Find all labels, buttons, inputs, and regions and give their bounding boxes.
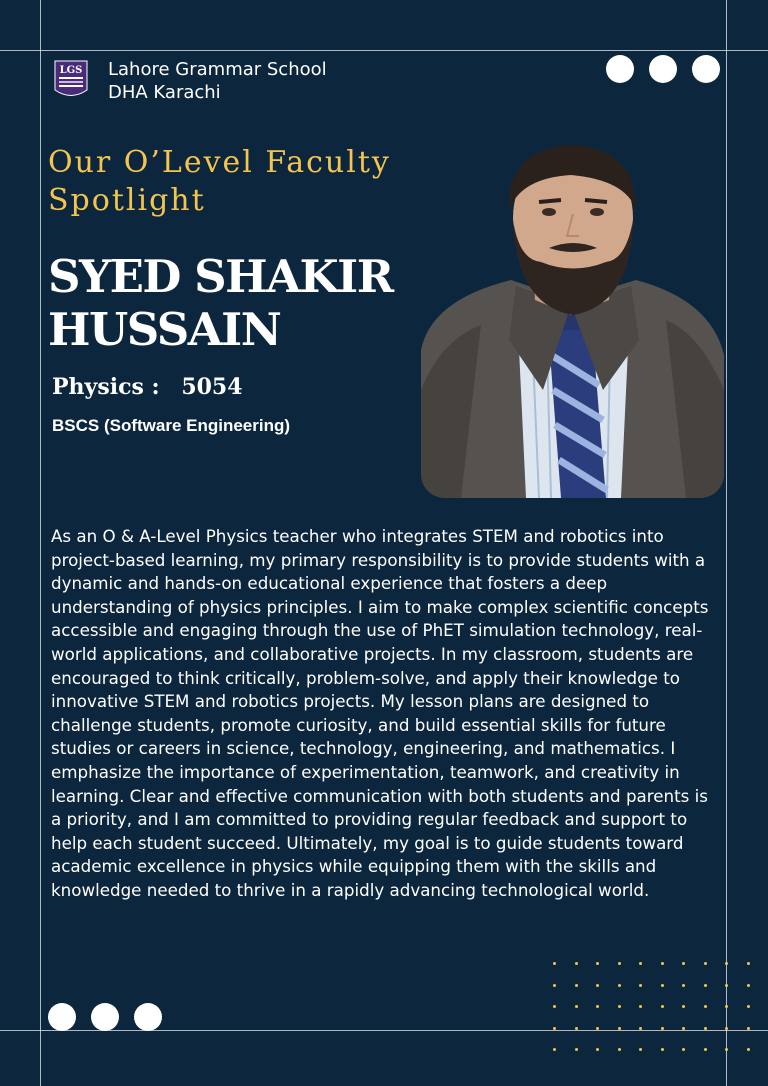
gold-dot: [639, 1005, 642, 1008]
school-campus: DHA Karachi: [108, 82, 221, 103]
white-dot: [134, 1003, 162, 1031]
gold-dot: [639, 962, 642, 965]
gold-dot: [704, 984, 707, 987]
gold-dot: [575, 1027, 578, 1030]
vertical-guide-line-left: [40, 0, 41, 1086]
school-logo: [54, 60, 88, 100]
gold-dot: [553, 1048, 556, 1051]
white-dot: [91, 1003, 119, 1031]
subject-label: Physics :: [52, 374, 160, 400]
gold-dot: [596, 1048, 599, 1051]
white-dot: [649, 55, 677, 83]
gold-dot: [704, 962, 707, 965]
teacher-photo: [421, 140, 724, 498]
gold-dot: [575, 962, 578, 965]
gold-dot: [639, 1027, 642, 1030]
gold-dot: [747, 1048, 750, 1051]
gold-dot: [704, 1027, 707, 1030]
gold-dot: [747, 1027, 750, 1030]
gold-dot: [682, 962, 685, 965]
school-name: Lahore Grammar School: [108, 59, 327, 80]
gold-dot: [553, 984, 556, 987]
gold-dot: [639, 984, 642, 987]
gold-dot: [661, 1048, 664, 1051]
gold-dot: [725, 984, 728, 987]
gold-dot: [596, 1005, 599, 1008]
teacher-degree: BSCS (Software Engineering): [52, 416, 291, 435]
subject-line: [52, 372, 243, 402]
gold-dot: [618, 962, 621, 965]
gold-dot: [725, 962, 728, 965]
subject-code: 5054: [181, 374, 243, 400]
gold-dot: [639, 1048, 642, 1051]
gold-dot: [596, 962, 599, 965]
gold-dot: [618, 1048, 621, 1051]
gold-dot: [704, 1005, 707, 1008]
gold-dot: [596, 984, 599, 987]
gold-dot: [661, 1005, 664, 1008]
gold-dot: [704, 1048, 707, 1051]
white-dot: [692, 55, 720, 83]
teacher-name: SYED SHAKIR HUSSAIN: [48, 250, 393, 356]
gold-dot: [725, 1005, 728, 1008]
horizontal-guide-line-top: [0, 50, 768, 51]
gold-dot: [661, 1027, 664, 1030]
gold-dot: [682, 984, 685, 987]
gold-dot: [575, 984, 578, 987]
gold-dot: [553, 962, 556, 965]
gold-dot: [618, 1027, 621, 1030]
gold-dot: [618, 1005, 621, 1008]
gold-dot: [682, 1048, 685, 1051]
gold-dot: [725, 1027, 728, 1030]
gold-dot: [661, 962, 664, 965]
gold-dot: [575, 1005, 578, 1008]
gold-dot: [553, 1027, 556, 1030]
gold-dot: [747, 1005, 750, 1008]
gold-dot-pattern: [553, 962, 763, 1070]
gold-dot: [747, 962, 750, 965]
gold-dot: [596, 1027, 599, 1030]
decorative-dots-top: [606, 55, 720, 83]
gold-dot: [618, 984, 621, 987]
gold-dot: [725, 1048, 728, 1051]
vertical-guide-line-right: [726, 0, 727, 1086]
white-dot: [606, 55, 634, 83]
gold-dot: [682, 1005, 685, 1008]
decorative-dots-bottom: [48, 1003, 162, 1031]
spotlight-heading: Our O’Level Faculty Spotlight: [48, 145, 391, 218]
school-info: [108, 58, 327, 104]
teacher-bio: As an O & A-Level Physics teacher who integrates STEM and robotics into project-based learning, my primary responsibility is to provide students with a dynamic and hands-on educational experience that fosters a deep understanding of physics principles. I aim to make complex scientific concepts accessible and engaging through the use of PhET simulation technology, real-world applications, and collaborative projects. In my classroom, students are encouraged to think critically, problem-solve, and apply their knowledge to innovative STEM and robotics projects. My lesson plans are designed to challenge students, promote curiosity, and build essential skills for future studies or careers in science, technology, engineering, and mathematics. I emphasize the importance of experimentation, teamwork, and creativity in learning. Clear and effective communication with both students and parents is a priority, and I am committed to providing regular feedback and support to help each student succeed. Ultimately, my goal is to guide students toward academic excellence in physics while equipping them with the skills and knowledge needed to thrive in a rapidly advancing technological world.: [51, 526, 709, 900]
gold-dot: [682, 1027, 685, 1030]
white-dot: [48, 1003, 76, 1031]
svg-text:LGS: LGS: [59, 65, 83, 76]
gold-dot: [575, 1048, 578, 1051]
gold-dot: [553, 1005, 556, 1008]
gold-dot: [747, 984, 750, 987]
gold-dot: [661, 984, 664, 987]
